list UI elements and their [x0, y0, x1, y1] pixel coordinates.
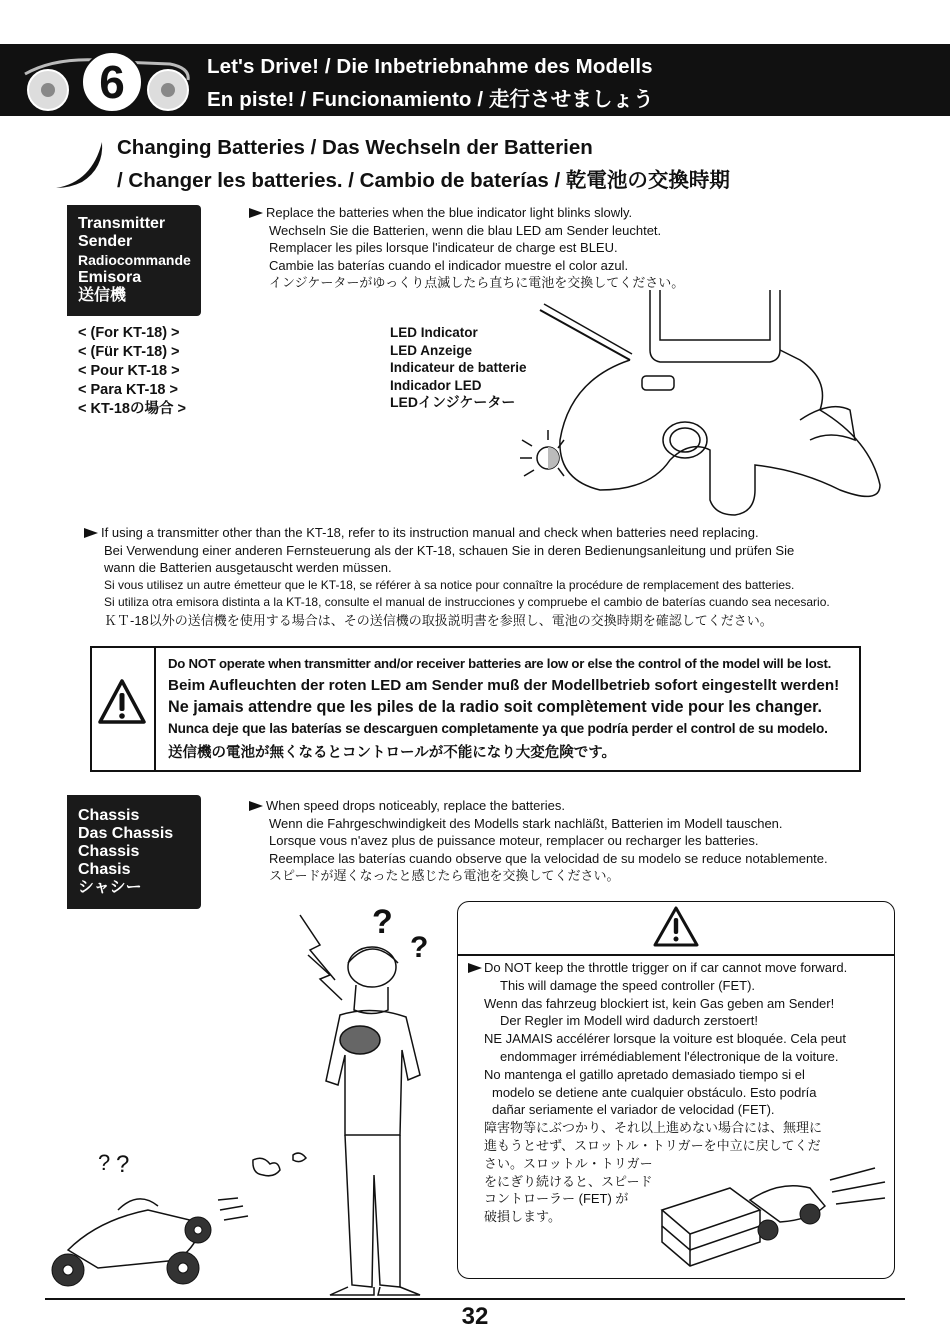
speed-lines-icon	[218, 1198, 248, 1220]
lightning-icon	[300, 915, 335, 980]
section-title-line2: / Changer les batteries. / Cambio de baterías / 乾電池の交換時期	[117, 169, 730, 192]
stalled-buggy-illustration	[38, 1150, 338, 1290]
caution-arrow	[468, 959, 485, 977]
warning-line-de: Beim Aufleuchten der roten LED am Sender muß der Modellbetrieb sofort eingestellt werden!	[168, 677, 840, 694]
warning-divider	[154, 648, 156, 770]
chassis-instructions: When speed drops noticeably, replace the batteries. Wenn die Fahrgeschwindigkeit des Modells stark nachläßt, Batterien im Modell tauschen. Lorsque vous n'avez plus de puissance moteur, remplacer ou recharger les batteries. Reemplace las baterías cuando observe que la velocidad de su modelo se reduce notablemente. スピードが遅くなったと感じたら電池を交換してください。	[249, 797, 828, 885]
transmitter-instructions: Replace the batteries when the blue indicator light blinks slowly. Wechseln Sie die Batterien, wenn die blau LED am Sender leuchtet. Remplacer les piles lorsque l'indicateur de charge est BLEU. Cambie las baterías cuando el indicador muestre el color azul. インジケーターがゆっくり点滅したら直ちに電池を交換してください。	[249, 204, 684, 292]
label-es: Emisora	[78, 269, 142, 286]
transmitter-illustration	[500, 290, 900, 520]
warning-triangle-icon	[653, 906, 699, 948]
header-title-line2: En piste! / Funcionamiento / 走行させましょう	[207, 88, 654, 111]
label-en: Transmitter	[78, 215, 166, 232]
section-title-line1: Changing Batteries / Das Wechseln der Batterien	[117, 136, 593, 159]
header-buggy-illustration	[0, 44, 200, 116]
transmitter-label-box	[67, 205, 201, 316]
warning-line-ja: 送信機の電池が無くなるとコントロールが不能になり大変危険です。	[168, 745, 617, 761]
warning-line-fr: Ne jamais attendre que les piles de la radio soit complètement vide pour les changer.	[168, 698, 823, 716]
warning-line-en: Do NOT operate when transmitter and/or receiver batteries are low or else the control of the model will be lost.	[168, 656, 832, 671]
step-number: 6	[99, 56, 125, 108]
bullet-arrow-icon	[249, 801, 263, 811]
blocked-buggy-illustration	[660, 1160, 890, 1270]
question-mark-icon: ?	[372, 905, 393, 941]
caution-divider	[458, 954, 894, 956]
question-mark-icon: ?	[410, 931, 429, 964]
bullet-arrow-icon	[468, 963, 482, 973]
svg-text:?: ?	[116, 1151, 130, 1178]
label-ja: シャシー	[78, 879, 142, 896]
led-indicator-labels: LED Indicator LED Anzeige Indicateur de batterie Indicador LED LEDインジケーター	[390, 325, 527, 411]
label-fr: Radiocommande	[78, 252, 191, 268]
label-fr: Chassis	[78, 843, 140, 860]
header-title-line1: Let's Drive! / Die Inbetriebnahme des Modells	[207, 55, 653, 78]
bullet-arrow-icon	[249, 208, 263, 218]
section-swoosh-icon	[52, 138, 108, 190]
label-es: Chasis	[78, 861, 131, 878]
svg-text:?: ?	[98, 1150, 111, 1175]
led-indicator-light	[548, 447, 559, 469]
model-list: < (For KT-18) > < (Für KT-18) > < Pour KT-18 > < Para KT-18 > < KT-18の場合 >	[78, 325, 186, 417]
gear-wheel-icon	[758, 1204, 820, 1240]
bullet-arrow-icon	[84, 528, 98, 538]
label-de: Sender	[78, 233, 133, 250]
footer-rule	[45, 1298, 905, 1300]
label-en: Chassis	[78, 807, 140, 824]
label-ja: 送信機	[78, 287, 127, 304]
page-number: 32	[461, 1303, 489, 1330]
other-transmitter-notes: If using a transmitter other than the KT-18, refer to its instruction manual and check when batteries need replacing. Bei Verwendung einer anderen Fernsteuerung als der KT-18, schauen Sie in deren Bedienungsanleitung und prüfen Sie wann die Batterien ausgetauscht werden müssen. Si vous utilisez un autre émetteur que le KT-18, se référer à sa notice pour connaître la procédure de remplacement des batteries. Si utiliza otra emisora distinta a la KT-18, consulte el manual de instrucciones y compruebe el cambio de baterías cuando sea necesario. ＫＴ-18以外の送信機を使用する場合は、その送信機の取扱説明書を参照し、電池の交換時期を確認してください。	[84, 524, 830, 629]
warning-line-es: Nunca deje que las baterías se descarguen completamente ya que podría perder el control de su modelo.	[168, 721, 828, 736]
chassis-label-box	[67, 795, 201, 909]
label-de: Das Chassis	[78, 825, 174, 842]
caution-text: Do NOT keep the throttle trigger on if car cannot move forward. This will damage the speed controller (FET). Wenn das fahrzeug blockiert ist, kein Gas geben am Sender! Der Regler im Modell wird dadurch zerstoert! NE JAMAIS accélérer lorsque la voiture est bloquée. Cela peut endommager irrémédiablement l'électronique de la voiture. No mantenga el gatillo apretado demasiado tiempo si el modelo se detiene ante cualquier obstáculo. Esto podría dañar seriamente el variador de velocidad (FET). 障害物等にぶつかり、それ以上進めない場合には、無理に 進もうとせず、スロットル・トリガーを中立に戻してくだ さい。スロットル・トリガー をにぎり続けると、スピード コントローラー (FET) が 破損します。	[484, 960, 848, 1225]
warning-triangle-icon	[98, 678, 146, 726]
